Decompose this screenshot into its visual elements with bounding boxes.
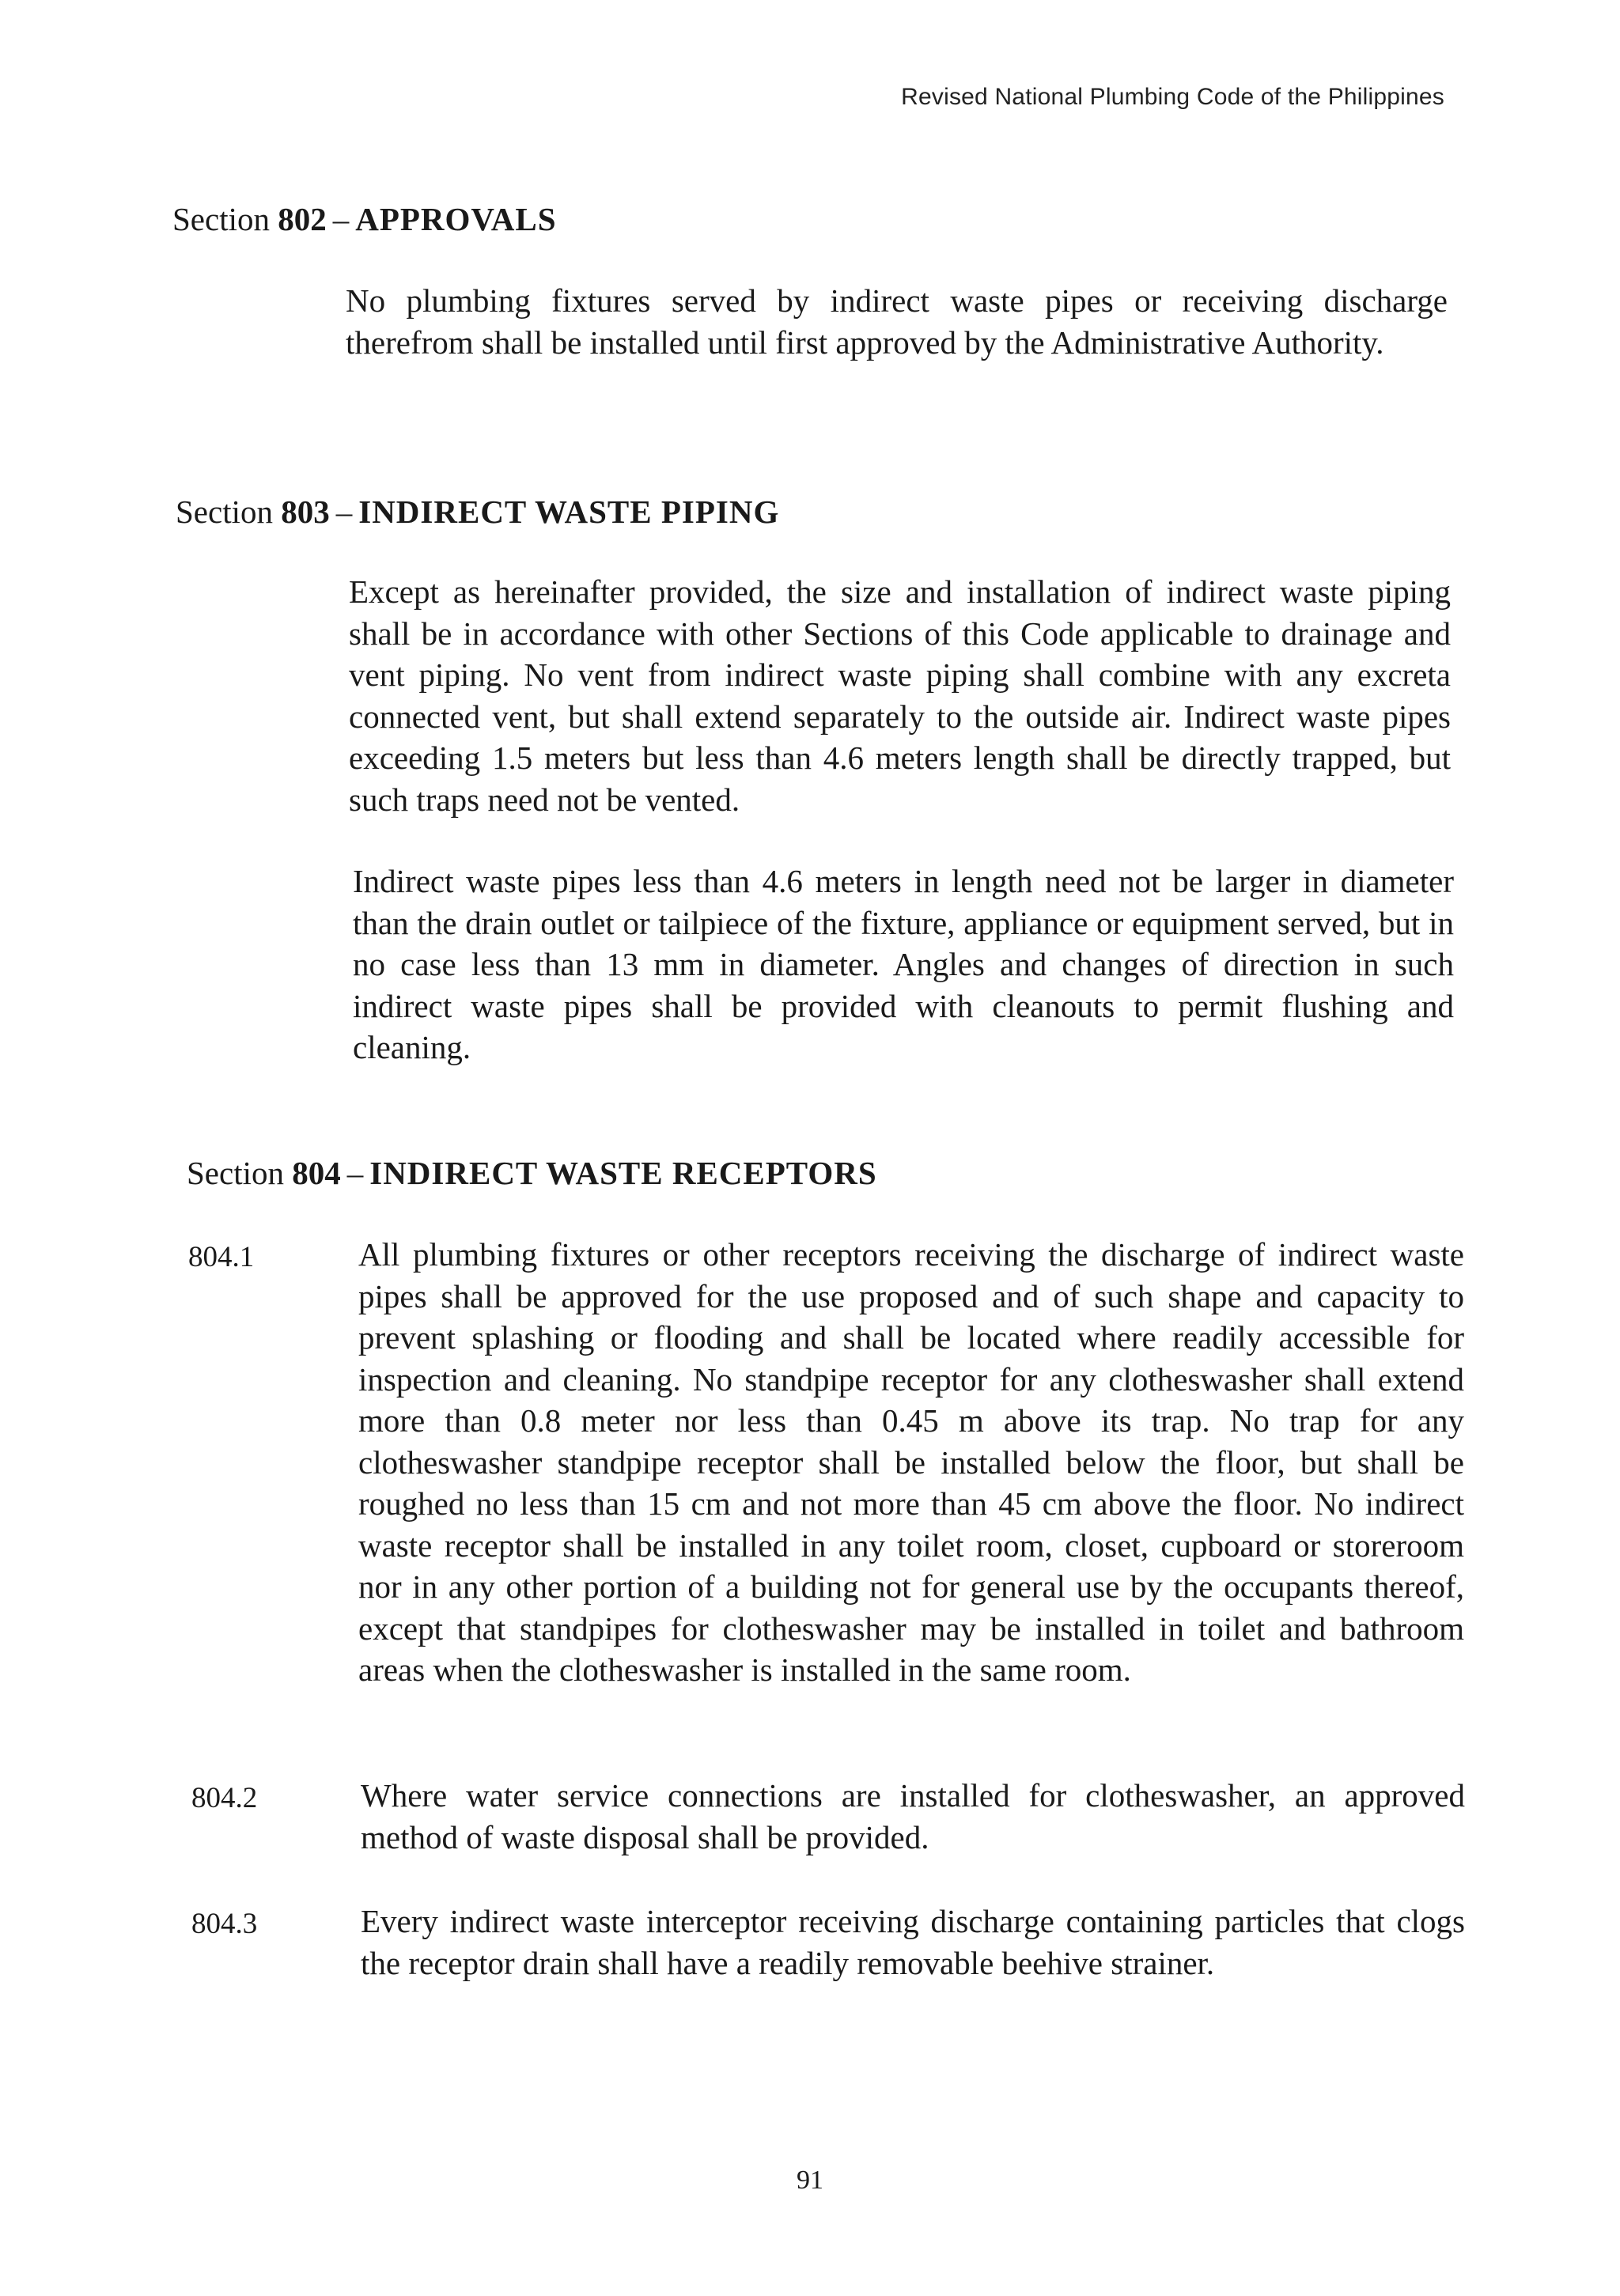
section-803-paragraph-2: Indirect waste pipes less than 4.6 meters in length need not be larger in diameter than the drain outlet or tailpiece of the fixture, appliance or equipment served, but in no case less than 13 mm in diameter. Angles and changes of direction in such indirect waste pipes shall be provided with cleanouts to permit flushing and cleaning. xyxy=(353,863,1454,1065)
section-dash: – xyxy=(335,494,353,530)
subsection-804-3-number: 804.3 xyxy=(191,1908,258,1940)
section-number: 803 xyxy=(281,494,330,530)
subsection-804-1-number: 804.1 xyxy=(188,1241,255,1273)
section-802-paragraph-1: No plumbing fixtures served by indirect waste pipes or receiving discharge therefrom shall be installed until first approved by the Administrative Authority. xyxy=(346,282,1448,361)
section-title: APPROVALS xyxy=(355,201,557,237)
section-title: INDIRECT WASTE PIPING xyxy=(358,494,780,530)
section-title: INDIRECT WASTE RECEPTORS xyxy=(369,1155,877,1191)
section-label: Section xyxy=(187,1155,284,1191)
section-label: Section xyxy=(172,201,270,237)
section-804-heading xyxy=(187,1154,877,1192)
subsection-804-2-text: Where water service connections are installed for clotheswasher, an approved method of waste disposal shall be provided. xyxy=(361,1777,1465,1855)
section-dash: – xyxy=(332,201,350,237)
section-802-heading xyxy=(172,200,557,238)
section-803-paragraph-1: Except as hereinafter provided, the size and installation of indirect waste piping shall be in accordance with other Sections of this Code applicable to drainage and vent piping. No vent from indirect waste piping shall combine with any excreta connected vent, but shall extend separately to the outside air. Indirect waste pipes exceeding 1.5 meters but less than 4.6 meters length shall be directly trapped, but such traps need not be vented. xyxy=(349,573,1451,818)
section-803-heading xyxy=(176,493,779,531)
subsection-804-1-text: All plumbing fixtures or other receptors receiving the discharge of indirect waste pipes shall be approved for the use proposed and of such shape and capacity to prevent splashing or flooding and shall be located where readily accessible for inspection and cleaning. No standpipe receptor for any clotheswasher shall extend more than 0.8 meter nor less than 0.45 m above its trap. No trap for any clotheswasher standpipe receptor shall be installed below the floor, but shall be roughed no less than 15 cm and not more than 45 cm above the floor. No indirect waste receptor shall be installed in any toilet room, closet, cupboard or storeroom nor in any other portion of a building not for general use by the occupants thereof, except that standpipes for clotheswasher may be installed in toilet and bathroom areas when the clotheswasher is installed in the same room. xyxy=(358,1236,1464,1688)
page-number: 91 xyxy=(797,2166,823,2195)
section-label: Section xyxy=(176,494,273,530)
running-header: Revised National Plumbing Code of the Philippines xyxy=(901,84,1444,110)
section-dash: – xyxy=(346,1155,364,1191)
subsection-804-3-text: Every indirect waste interceptor receiving discharge containing particles that clogs the receptor drain shall have a readily removable beehive strainer. xyxy=(361,1903,1465,1981)
section-number: 804 xyxy=(292,1155,341,1191)
subsection-804-2-number: 804.2 xyxy=(191,1782,258,1814)
section-number: 802 xyxy=(278,201,327,237)
